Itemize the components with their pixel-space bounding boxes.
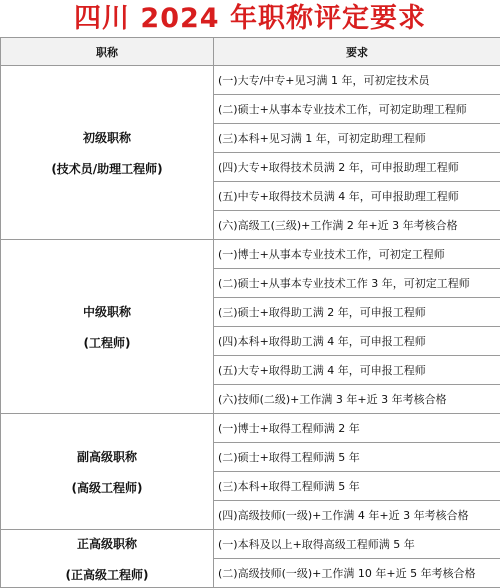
table-body [1,66,500,588]
table-row [1,414,500,443]
category-cell [1,530,214,588]
requirement-cell: (二)硕士+取得工程师满 5 年 [214,443,500,472]
requirement-cell: (四)高级技师(一级)+工作满 4 年+近 3 年考核合格 [214,501,500,530]
category-name: 初级职称 [1,129,213,146]
table-row [1,240,500,269]
requirement-cell: (三)本科+见习满 1 年，可初定助理工程师 [214,124,500,153]
requirement-cell: (五)大专+取得助工满 4 年，可申报工程师 [214,356,500,385]
requirement-cell: (六)技师(二级)+工作满 3 年+近 3 年考核合格 [214,385,500,414]
category-cell [1,414,214,530]
category-name: 正高级职称 [1,535,213,552]
requirement-cell: (一)博士+从事本专业技术工作，可初定工程师 [214,240,500,269]
table-row [1,66,500,95]
requirement-cell: (四)本科+取得助工满 4 年，可申报工程师 [214,327,500,356]
category-cell [1,240,214,414]
header-title-col: 职称 [1,38,214,66]
requirement-cell: (二)硕士+从事本专业技术工作，可初定助理工程师 [214,95,500,124]
category-name: 中级职称 [1,303,213,320]
requirement-cell: (一)博士+取得工程师满 2 年 [214,414,500,443]
category-subtitle: (高级工程师) [1,479,213,496]
requirement-cell: (二)高级技师(一级)+工作满 10 年+近 5 年考核合格 [214,559,500,588]
requirement-cell: (五)中专+取得技术员满 4 年，可申报助理工程师 [214,182,500,211]
requirement-cell: (六)高级工(三级)+工作满 2 年+近 3 年考核合格 [214,211,500,240]
requirements-table [0,37,500,588]
document-title: 四川 2024 年职称评定要求 [0,0,500,37]
requirement-cell: (三)硕士+取得助工满 2 年，可申报工程师 [214,298,500,327]
category-subtitle: (正高级工程师) [1,566,213,583]
category-cell [1,66,214,240]
requirement-cell: (一)大专/中专+见习满 1 年，可初定技术员 [214,66,500,95]
requirement-cell: (一)本科及以上+取得高级工程师满 5 年 [214,530,500,559]
table-header-row [1,38,500,66]
header-requirement-col: 要求 [214,38,500,66]
category-name: 副高级职称 [1,448,213,465]
requirement-cell: (三)本科+取得工程师满 5 年 [214,472,500,501]
table-row [1,530,500,559]
requirement-cell: (二)硕士+从事本专业技术工作 3 年，可初定工程师 [214,269,500,298]
category-subtitle: (工程师) [1,334,213,351]
requirement-cell: (四)大专+取得技术员满 2 年，可申报助理工程师 [214,153,500,182]
category-subtitle: (技术员/助理工程师) [1,160,213,177]
